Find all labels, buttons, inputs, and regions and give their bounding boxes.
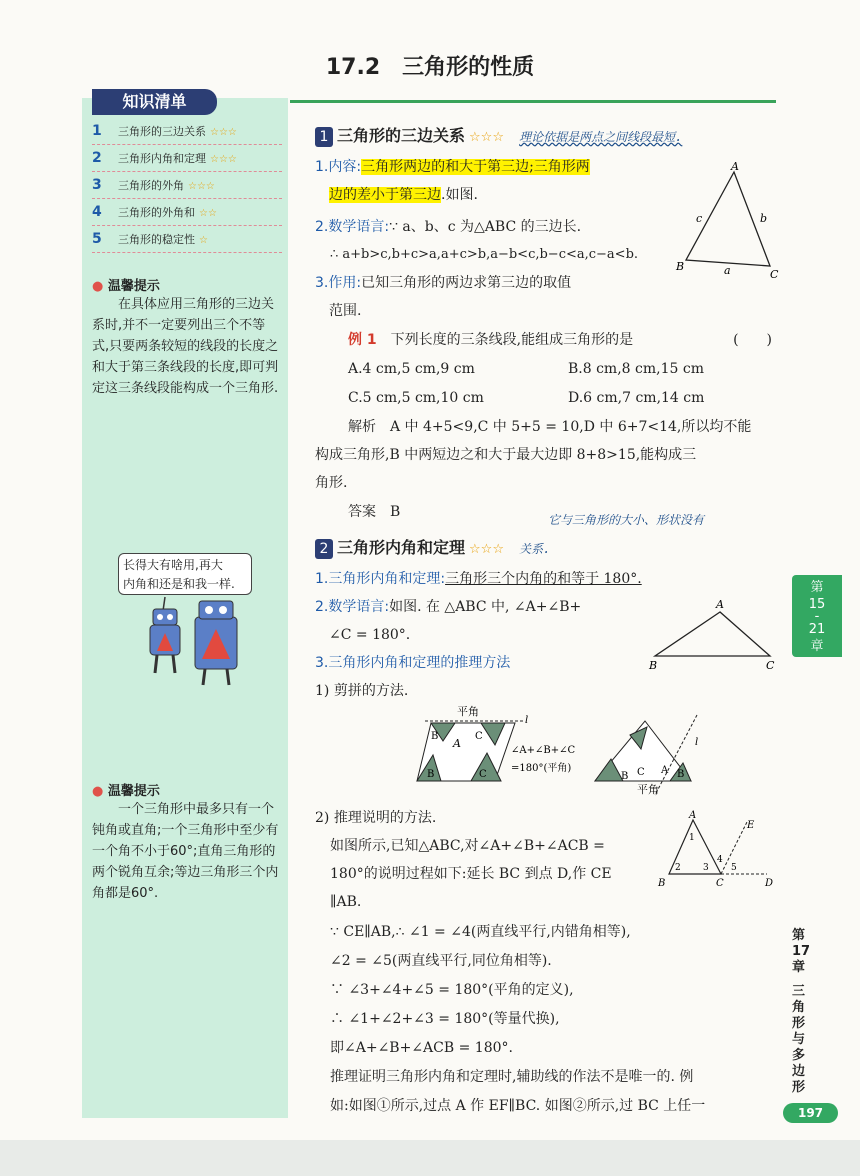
svg-text:B: B: [676, 260, 685, 273]
tip-box-2: [92, 780, 282, 904]
proof-line: ∠2 = ∠5(两直线平行,同位角相等).: [330, 953, 552, 969]
svg-text:A: A: [731, 160, 739, 173]
proof-line: 推理证明三角形内角和定理时,辅助线的作法不是唯一的. 例: [330, 1069, 694, 1085]
svg-text:l: l: [695, 737, 699, 748]
toc-item: [92, 226, 282, 253]
svg-text:A: A: [661, 765, 669, 776]
section-rule: [290, 100, 776, 103]
option-b: B.8 cm,8 cm,15 cm: [568, 361, 704, 377]
svg-text:C: C: [716, 878, 724, 889]
svg-text:E: E: [747, 820, 755, 831]
toc-label: 三角形的稳定性: [118, 233, 195, 246]
star-icon: ☆☆☆: [469, 542, 504, 557]
speech-bubble: 长得大有啥用,再大 内角和还是和我一样.: [118, 553, 252, 595]
svg-text:c: c: [696, 212, 703, 225]
proof-line: ∥AB.: [330, 894, 362, 910]
svg-text:C: C: [766, 659, 775, 671]
toc-num: 5: [92, 231, 102, 247]
tip-title: ● 温馨提示: [92, 279, 160, 294]
star-icon: ☆☆☆: [210, 127, 237, 138]
tip-title: ● 温馨提示: [92, 784, 160, 799]
star-icon: ☆: [199, 235, 208, 246]
sub-method-2: 2) 推理说明的方法.: [315, 810, 437, 826]
svg-text:B: B: [621, 771, 629, 782]
bullet-icon: ●: [92, 279, 104, 294]
triangle-figure-2: [645, 596, 780, 671]
tip-body: 在具体应用三角形的三边关系时,并不一定要列出三个不等式,只要两条较短的线段的长度之和大于第三条线段的长度,即可判定这三条线段能构成一个三角形.: [92, 297, 279, 396]
svg-text:b: b: [760, 212, 768, 225]
star-icon: ☆☆☆: [210, 154, 237, 165]
proof-line: 即∠A+∠B+∠ACB = 180°.: [330, 1040, 513, 1056]
section2-item2: 2.数学语言:如图. 在 △ABC 中, ∠A+∠B+ ∠C = 180°.: [315, 599, 582, 643]
section1-content: 1.内容:三角形两边的和大于第三边;三角形两 边的差小于第三边.如图.: [315, 159, 590, 203]
proof-figure: [655, 808, 780, 890]
chapter-side-label: 第 17 章 三 角 形 与 多 边 形: [792, 928, 811, 1095]
toc-num: 3: [92, 177, 102, 193]
section1-math-line2: ∴ a+b>c,b+c>a,a+c>b,a−b<c,b−c<a,c−a<b.: [330, 247, 639, 262]
svg-text:B: B: [649, 659, 658, 671]
svg-text:D: D: [765, 878, 774, 889]
tip-box-1: [92, 275, 282, 399]
svg-text:∠A+∠B+∠C: ∠A+∠B+∠C: [511, 745, 576, 756]
svg-text:1: 1: [689, 833, 695, 843]
toc-item: [92, 145, 282, 172]
svg-text:平角: 平角: [637, 783, 659, 796]
bottom-margin: [0, 1140, 860, 1176]
svg-text:A: A: [689, 810, 697, 821]
sub-method-1: 1) 剪拼的方法.: [315, 683, 409, 699]
toc-item: [92, 199, 282, 226]
svg-text:l: l: [525, 715, 529, 726]
analysis-line: 构成三角形,B 中两短边之和大于最大边即 8+8>15,能构成三: [315, 447, 697, 463]
svg-text:a: a: [724, 264, 731, 277]
svg-text:2: 2: [675, 863, 681, 873]
proof-line: 如图所示,已知△ABC,对∠A+∠B+∠ACB =: [330, 838, 605, 854]
section2-item1: 1.三角形内角和定理:三角形三个内角的和等于 180°.: [315, 571, 642, 587]
toc-label: 三角形的三边关系: [118, 125, 206, 138]
section2-item3: 3.三角形内角和定理的推理方法: [315, 655, 511, 671]
star-icon: ☆☆: [199, 208, 217, 219]
star-icon: ☆☆☆: [188, 181, 215, 192]
handwritten-note: 关系.: [519, 542, 551, 556]
robot-illustration: [135, 595, 255, 690]
svg-text:=180°(平角): =180°(平角): [511, 763, 572, 774]
svg-text:B: B: [427, 769, 435, 780]
handwritten-note: 它与三角形的大小、形状没有: [548, 513, 705, 527]
page-title: 17.2 三角形的性质: [325, 55, 535, 80]
svg-text:B: B: [677, 769, 685, 780]
toc-label: 三角形内角和定理: [118, 152, 206, 165]
svg-text:5: 5: [731, 863, 737, 873]
toc-label: 三角形的外角和: [118, 206, 195, 219]
toc-num: 4: [92, 204, 102, 220]
svg-text:B: B: [431, 731, 439, 742]
svg-text:平角: 平角: [457, 705, 479, 718]
section2-heading: 2 三角形内角和定理 ☆☆☆ 关系.: [315, 535, 785, 559]
toc-num: 1: [92, 123, 102, 139]
svg-text:B: B: [658, 878, 666, 889]
analysis-line: 角形.: [315, 475, 348, 491]
section1-heading: 1 三角形的三边关系 ☆☆☆ 理论依据是两点之间线段最短.: [315, 123, 785, 147]
handwritten-note: 理论依据是两点之间线段最短.: [519, 130, 683, 144]
svg-text:4: 4: [717, 855, 723, 865]
option-c: C.5 cm,5 cm,10 cm: [348, 390, 484, 406]
page-number: 197: [783, 1103, 838, 1123]
proof-line: 如:如图①所示,过点 A 作 EF∥BC. 如图②所示,过 BC 上任一: [330, 1098, 706, 1114]
proof-line: ∵ CE∥AB,∴ ∠1 = ∠4(两直线平行,内错角相等),: [330, 924, 631, 940]
option-d: D.6 cm,7 cm,14 cm: [568, 390, 705, 406]
example-1: 例 1 下列长度的三条线段,能组成三角形的是 ( ): [348, 332, 772, 348]
proof-line: ∴ ∠1+∠2+∠3 = 180°(等量代换),: [330, 1011, 560, 1027]
section1-use: 3.作用:已知三角形的两边求第三边的取值 范围.: [315, 275, 572, 319]
svg-text:C: C: [770, 268, 779, 280]
proof-line: 180°的说明过程如下:延长 BC 到点 D,作 CE: [330, 866, 612, 882]
star-icon: ☆☆☆: [469, 130, 504, 145]
answer: 答案 B: [348, 504, 401, 520]
svg-text:A: A: [716, 598, 724, 611]
cut-paste-figure: [415, 705, 705, 797]
triangle-figure: [672, 160, 782, 280]
svg-text:C: C: [479, 769, 487, 780]
svg-text:A: A: [453, 737, 461, 750]
analysis-line: 解析 A 中 4+5<9,C 中 5+5 = 10,D 中 6+7<14,所以均不能: [348, 419, 752, 435]
svg-text:C: C: [475, 731, 483, 742]
option-a: A.4 cm,5 cm,9 cm: [348, 361, 475, 377]
toc-label: 三角形的外角: [118, 179, 184, 192]
sidebar-header: 知识清单: [92, 89, 217, 115]
toc-item: [92, 172, 282, 199]
section1-math: 2.数学语言:∵ a、b、c 为△ABC 的三边长.: [315, 219, 582, 235]
chapter-tab: 第 15 - 21 章: [792, 575, 842, 657]
svg-text:3: 3: [703, 863, 709, 873]
bullet-icon: ●: [92, 784, 104, 799]
svg-text:C: C: [637, 767, 645, 778]
proof-line: ∵ ∠3+∠4+∠5 = 180°(平角的定义),: [330, 982, 574, 998]
toc-num: 2: [92, 150, 102, 166]
toc-item: [92, 118, 282, 145]
tip-body: 一个三角形中最多只有一个钝角或直角;一个三角形中至少有一个角不小于60°;直角三角形的两个锐角互余;等边三角形三个内角都是60°.: [92, 802, 279, 901]
